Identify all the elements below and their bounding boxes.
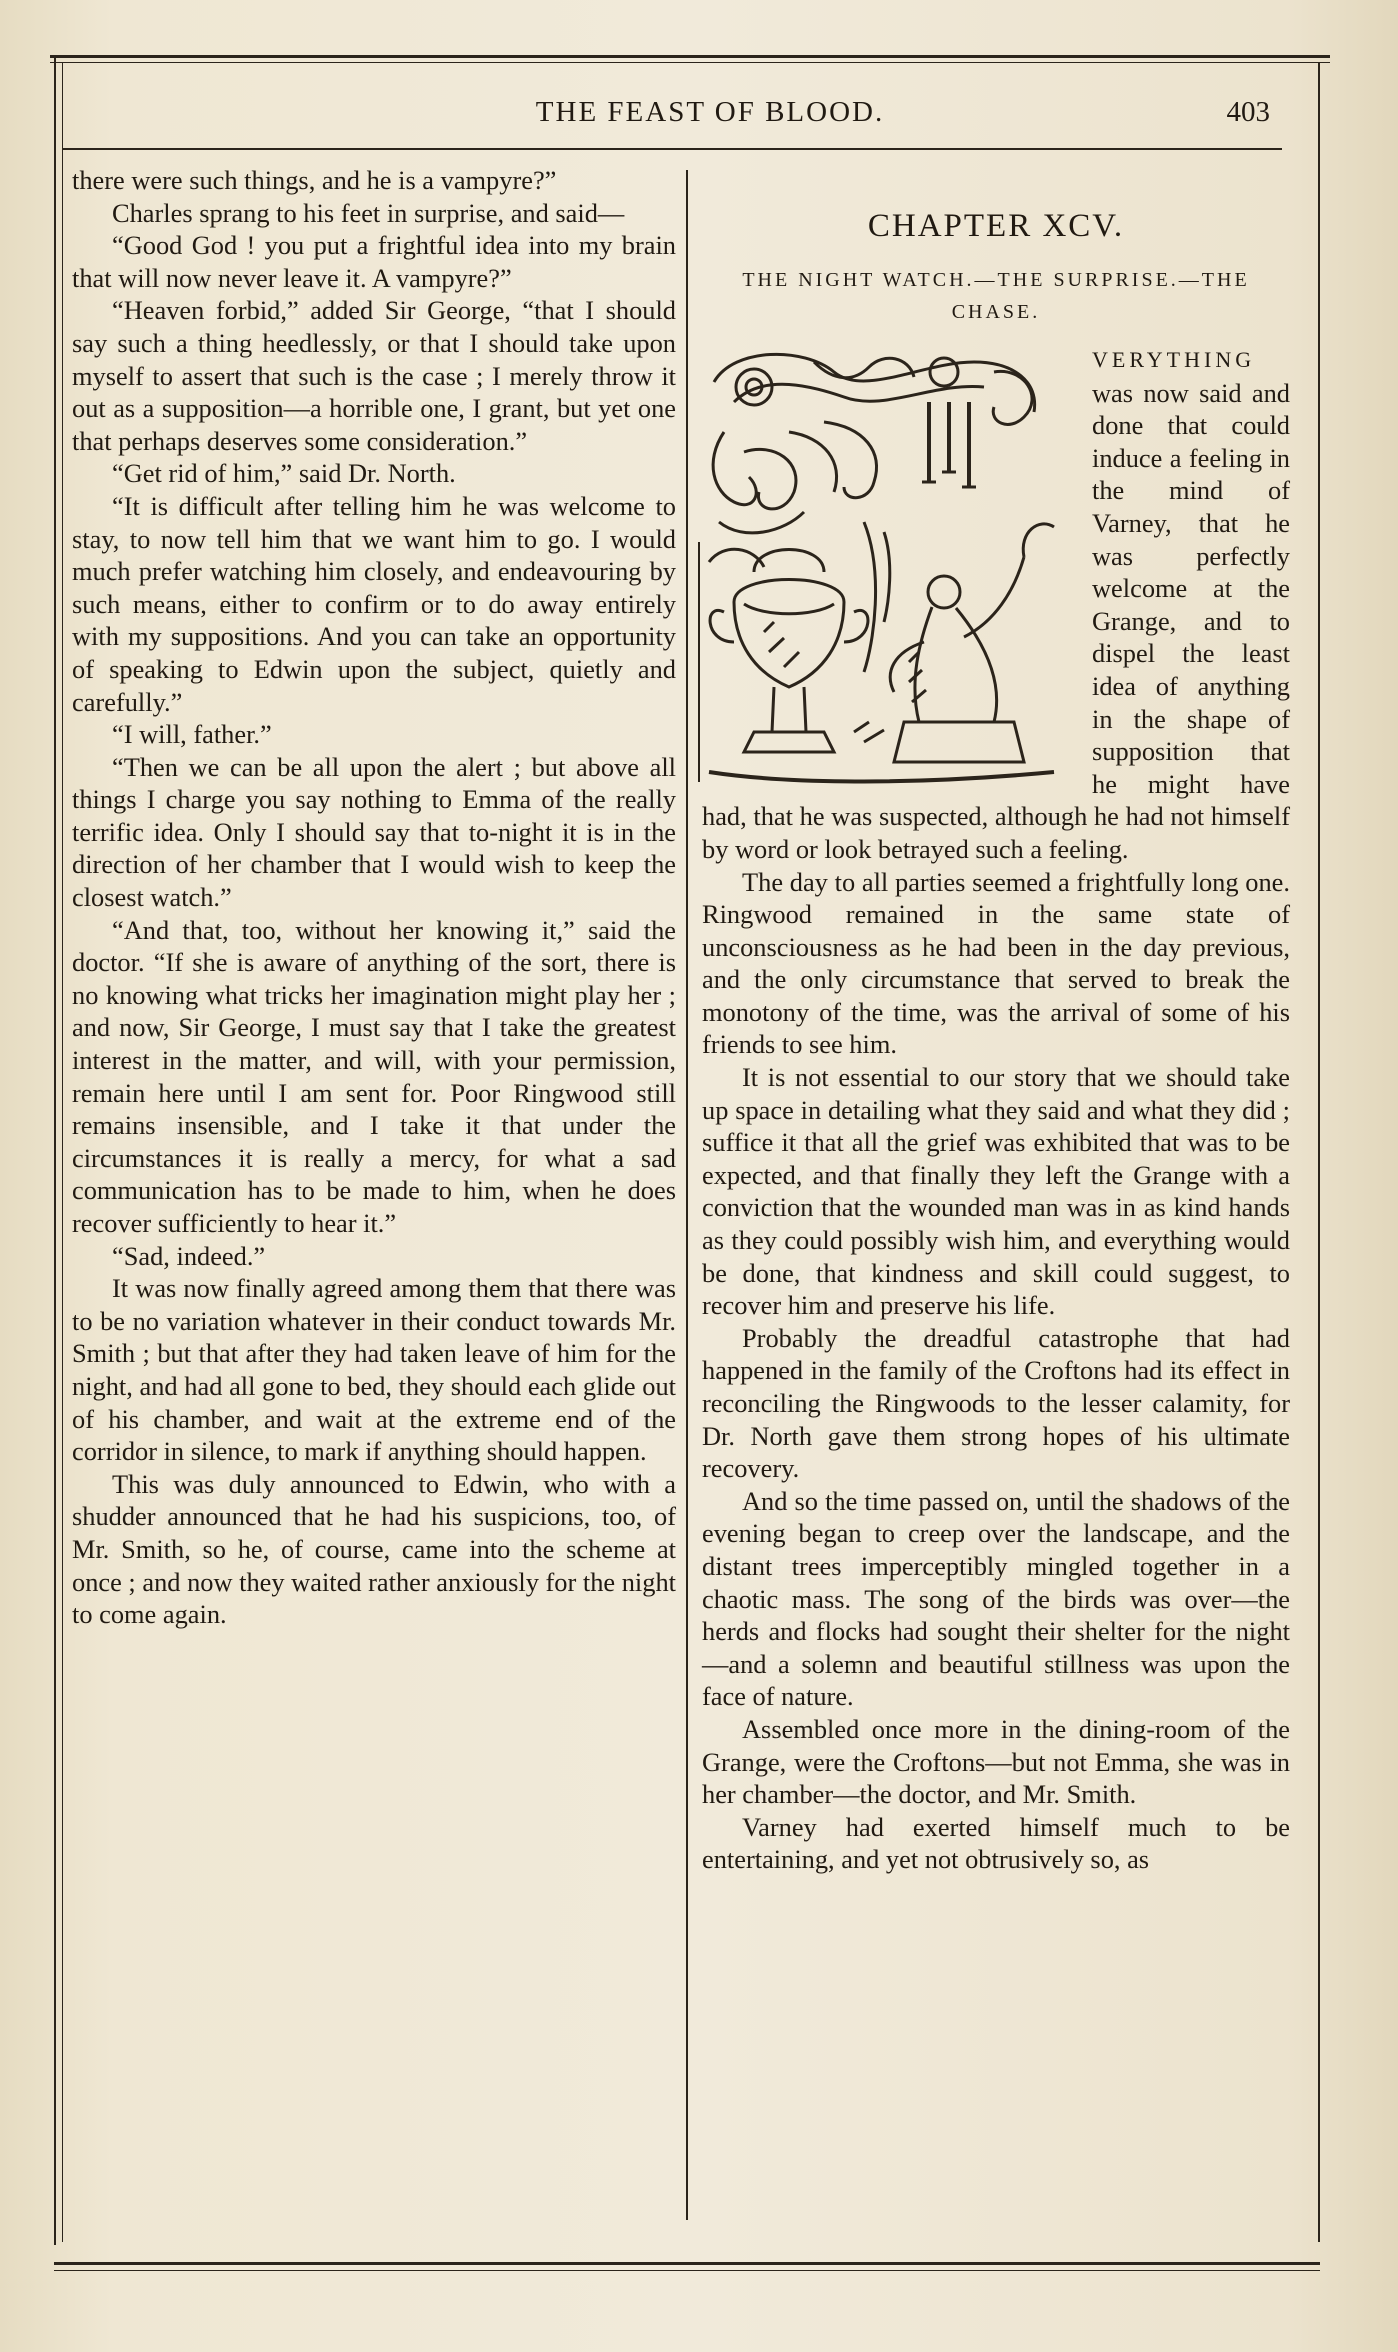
paragraph: Charles sprang to his feet in surprise, and said— (112, 197, 625, 228)
drop-cap-illustration (694, 342, 1074, 792)
paragraph: “I will, father.” (112, 719, 272, 750)
paragraph: “Good God ! you put a frightful idea into my brain that will now never leave it. A vampyre?” (72, 230, 676, 293)
lead-in-text: VERYTHING (1092, 347, 1256, 372)
paragraph: This was duly announced to Edwin, who with a shudder announced that he had his suspicions, too, of Mr. Smith, so he, of course, came into the scheme at once ; and now they waited rather anxiously for the night to come again. (72, 1468, 676, 1630)
right-border-rule (1318, 62, 1320, 2242)
paragraph: “And that, too, without her knowing it,” said the doctor. “If she is aware of anything of the sort, there is no knowing what tricks her imagination might play her ; and now, Sir George, I must say that I take the greatest interest in the matter, and will, with your permission, remain here until I am sent for. Poor Ringwood still remains insensible, and I take it that under the circumstances it is really a mercy, for what a sad communication has to be made to him, when he does recover sufficiently to hear it.” (72, 914, 676, 1238)
header-rule (62, 148, 1282, 150)
paragraph: Probably the dreadful catastrophe that had happened in the family of the Croftons had its effect in reconciling the Ringwoods to the lesser calamity, for Dr. North gave them strong hopes of his ultimate recovery. (702, 1322, 1290, 1484)
paragraph: “Then we can be all upon the alert ; but above all things I charge you say nothing to Emma of the really terrific idea. Only I should say that to-night it is in the direction of her chamber that I would wish to keep the closest watch.” (72, 751, 676, 913)
paragraph: It is not essential to our story that we should take up space in detailing what they said and what they did ; suffice it that all the grief was exhibited that was to be expected, and that finally they left the Grange with a conviction that the wounded man was in as kind hands as they could possibly wish him, and everything would be done, that kindness and skill could suggest, to recover him and preserve his life. (702, 1062, 1290, 1321)
chapter-subtitle: THE NIGHT WATCH.—THE SURPRISE.—THE CHASE. (742, 269, 1250, 323)
paragraph: “Sad, indeed.” (112, 1240, 266, 1271)
paragraph: Varney had exerted himself much to be entertaining, and yet not obtrusively so, as (702, 1811, 1290, 1875)
paragraph: “It is difficult after telling him he was welcome to stay, to now tell him that we want him to go. I would much prefer watching him closely, and endeavouring by such means, either to confirm or to do away entirely with my suppositions. And you can take an opportunity of speaking to Edwin upon the subject, quietly and carefully.” (72, 490, 676, 717)
first-paragraph-text: was now said and done that could induce a feeling in the mind of Varney, that he was perfectly welcome at the Grange, and to dispel the least idea of anything in the shape of supposition that he might have had, that he was suspected, although he had not himself by word or look betrayed such a feeling. (702, 377, 1290, 864)
paragraph: Assembled once more in the dining-room of the Grange, were the Croftons—but not Emma, she was in her chamber—the doctor, and Mr. Smith. (702, 1713, 1290, 1810)
paragraph: there were such things, and he is a vampyre?” (72, 165, 557, 195)
paragraph: “Get rid of him,” said Dr. North. (112, 458, 456, 489)
chapter-title: CHAPTER XCV. (867, 208, 1125, 244)
paragraph: “Heaven forbid,” added Sir George, “that I should say such a thing heedlessly, or that I should take upon myself to assert that such is the case ; I merely throw it out as a supposition—a horrible one, I grant, but yet one that perhaps deserves some consideration.” (72, 295, 676, 456)
top-border-rule-thin (50, 62, 1330, 63)
column-divider (686, 170, 688, 2220)
left-border-rule (54, 55, 56, 2245)
right-column (702, 206, 1290, 2276)
paragraph: It was now finally agreed among them that there was to be no variation whatever in their conduct towards Mr. Smith ; but that after they had taken leave of him for the night, and had all gone to bed, they should each glide out of his chamber, and wait at the extreme end of the corridor in silence, to mark if anything should happen. (72, 1273, 676, 1467)
ornate-drop-cap-icon (694, 342, 1074, 792)
paragraph: The day to all parties seemed a frightfully long one. Ringwood remained in the same state of unconsciousness as he had been in the day previous, and the only circumstance that served to break the monotony of the time, was the arrival of some of his friends to see him. (702, 866, 1290, 1060)
page-number: 403 (1226, 96, 1270, 128)
paragraph: And so the time passed on, until the shadows of the evening began to creep over the landscape, and the distant trees imperceptibly mingled together in a chaotic mass. The song of the birds was over—the herds and flocks had sought their shelter for the night—and a solemn and beautiful stillness was upon the face of nature. (702, 1485, 1290, 1712)
running-head-title: THE FEAST OF BLOOD. (535, 96, 885, 128)
left-border-rule-inner (62, 62, 63, 2242)
top-border-rule (50, 55, 1330, 58)
left-column (72, 164, 676, 2154)
